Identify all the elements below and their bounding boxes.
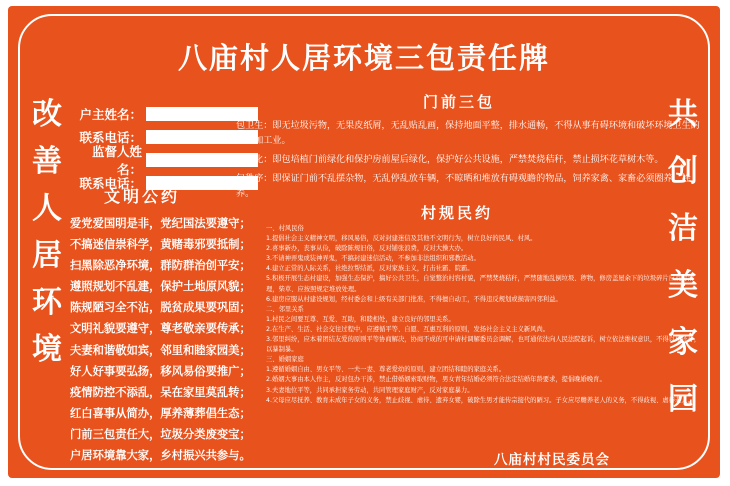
civilization-heading: 文明公约: [104, 187, 181, 206]
three-pack-heading: 门前三包: [423, 93, 496, 111]
slogan-char: 美: [668, 268, 698, 303]
rules-line: 3.不请神弄鬼或装神弄鬼，不搞封建迷信活动，不参加非法组织和邪教活动。: [266, 255, 480, 263]
slogan-char: 善: [32, 144, 62, 179]
rules-line: 2.喜事新办，丧事从俭，破除陈规旧俗，反对铺张浪费，反对大操大办。: [266, 245, 468, 253]
field-label: 联系电话：: [79, 175, 142, 191]
slogan-char: 创: [668, 154, 698, 189]
slogan-char: 共: [668, 97, 698, 132]
field-label: 联系电话：: [79, 129, 142, 145]
rules-line: 1.遵循婚姻自由、男女平等、一夫一妻、尊老爱幼的原则，建立团结和睦的家庭关系。: [266, 366, 505, 374]
committee-signature: 八庙村村民委员会: [494, 452, 610, 468]
convention-line: 文明礼貌要遵守，尊老敬亲要传承；: [70, 322, 251, 336]
village-rules: [266, 224, 704, 406]
convention-line: 夫妻和谐敬如宾，邻里和睦家园美；: [70, 343, 251, 357]
rules-line: 4.建立正常的人际关系，社绝拉帮结派，反对家族主义，打击社霸、院霸。: [266, 265, 474, 273]
slogan-char: 家: [668, 325, 698, 360]
convention-line: 陈规陋习全不沾，脱贫成果要巩固；: [70, 301, 251, 315]
board-title: 八庙村人居环境三包责任牌: [177, 41, 550, 75]
three-pack-order: 包秩序：即保证门前不乱摆杂物，无乱停乱放车辆，不晾晒和堆放有碍观瞻的物品，饲养家禽、家畜必须圈养、栓养。: [236, 174, 691, 199]
convention-line: 疫情防控不添乱，呆在家里莫乱转；: [70, 385, 251, 399]
rules-line: 2.在生产、生活、社会交往过程中，应遵循平等、自愿、互惠互利的原则，发扬社会主义主义新风尚。: [266, 325, 550, 333]
civilization-convention: [70, 213, 251, 466]
rules-line: 1.村民之间要互尊、互爱、互助，和睦相处，建立良好的邻里关系。: [266, 315, 455, 323]
notice-board: [8, 6, 720, 478]
convention-line: 遵照规划不乱建，保护土地原风貌；: [70, 280, 251, 294]
three-pack-hygiene: 包卫生：即无垃圾污物，无果皮纸屑，无乱贴乱画，保持地面平整，排水通畅，不得从事有碍环境和破坏环境卫生的生产加工业。: [236, 121, 700, 146]
convention-line: 不搞迷信崇科学，黄赌毒邪要抵制；: [70, 238, 251, 252]
rules-line: 3.夫妻地位平等，共同承担家务劳动，共同管理家庭财产，反对家庭暴力。: [266, 386, 474, 394]
rules-line: 6.建房应服从村建设规划，经村委会和上级有关部门批准，不得擅自动工，不得违反规划或损害四邻利益。: [266, 295, 562, 303]
field-label: 户主姓名：: [79, 106, 142, 122]
convention-line: 户居环境靠大家，乡村振兴共参与。: [70, 449, 251, 463]
convention-line: 好人好事要弘扬，移风易俗要推广；: [70, 364, 251, 378]
three-pack-greening: 包绿化：即包培植门前绿化和保护房前屋后绿化，保护好公共设施，严禁焚烧秸秆，禁止损坏花草树木等。: [236, 155, 664, 165]
slogan-char: 境: [32, 332, 62, 367]
slogan-char: 居: [32, 238, 62, 273]
rules-line: 2.婚姻大事由本人作主，反对包办干涉，禁止借婚姻索取财物，男女青年结婚必须符合法定结婚年龄要求，提倡晚婚晚育。: [266, 376, 606, 384]
convention-line: 爱党爱国明是非，党纪国法要遵守；: [70, 217, 251, 230]
left-vertical-slogan: [32, 97, 62, 367]
slogan-char: 园: [668, 382, 698, 417]
slogan-char: 人: [32, 191, 62, 226]
contact-fields: [70, 102, 258, 194]
slogan-char: 改: [32, 97, 62, 132]
three-pack-section: [236, 119, 704, 206]
slogan-char: 洁: [668, 211, 698, 246]
field-label: 监督人姓名：: [91, 143, 142, 177]
rules-line: 二、邻里关系: [266, 305, 304, 313]
rules-line: 3.邻里纠纷，应本着团结友爱的原则平等协商解决，协商不成的可申请村调解委员会调解，也可通依法向人民法院起诉，树立依法维权意识，不得以牙还牙，以暴制暴。: [266, 336, 701, 354]
convention-line: 扫黑除恶净环境，群防群治创平安；: [70, 259, 251, 273]
village-rules-heading: 村规民约: [421, 204, 494, 222]
rules-line: 一、村风民俗: [266, 225, 304, 232]
rules-line: 5.积极开展生态村建设，加强生态保护，搞好公共卫生，自觉整治村容村貌，严禁焚烧秸秆，严禁随地乱倒垃圾、秽物，修房盖屋余下的垃圾碎片应及时清理，柴草、应按照规定堆放处理。: [266, 275, 694, 293]
convention-line: 门前三包责任大，垃圾分类废变宝；: [70, 427, 251, 441]
household-name-row: [70, 102, 258, 125]
rules-line: 1.提倡社会主义精神文明，移风易俗，反对封建迷信及其他不文明行为，树立良好的民风、村风。: [266, 235, 537, 243]
rules-line: 4.父母应尽抚养、教育未成年子女的义务，禁止歧视、虐待、遗弃女婴，破除生男才能传宗接代的陋习。子女应尽赡养老人的义务，不得歧视、虐待老人。: [266, 396, 694, 404]
slogan-char: 环: [32, 285, 62, 320]
rules-line: 三、婚姻家庭: [266, 356, 304, 364]
supervisor-name-row: [70, 143, 258, 177]
convention-line: 红白喜事从简办，厚养薄葬倡生态；: [70, 406, 251, 420]
